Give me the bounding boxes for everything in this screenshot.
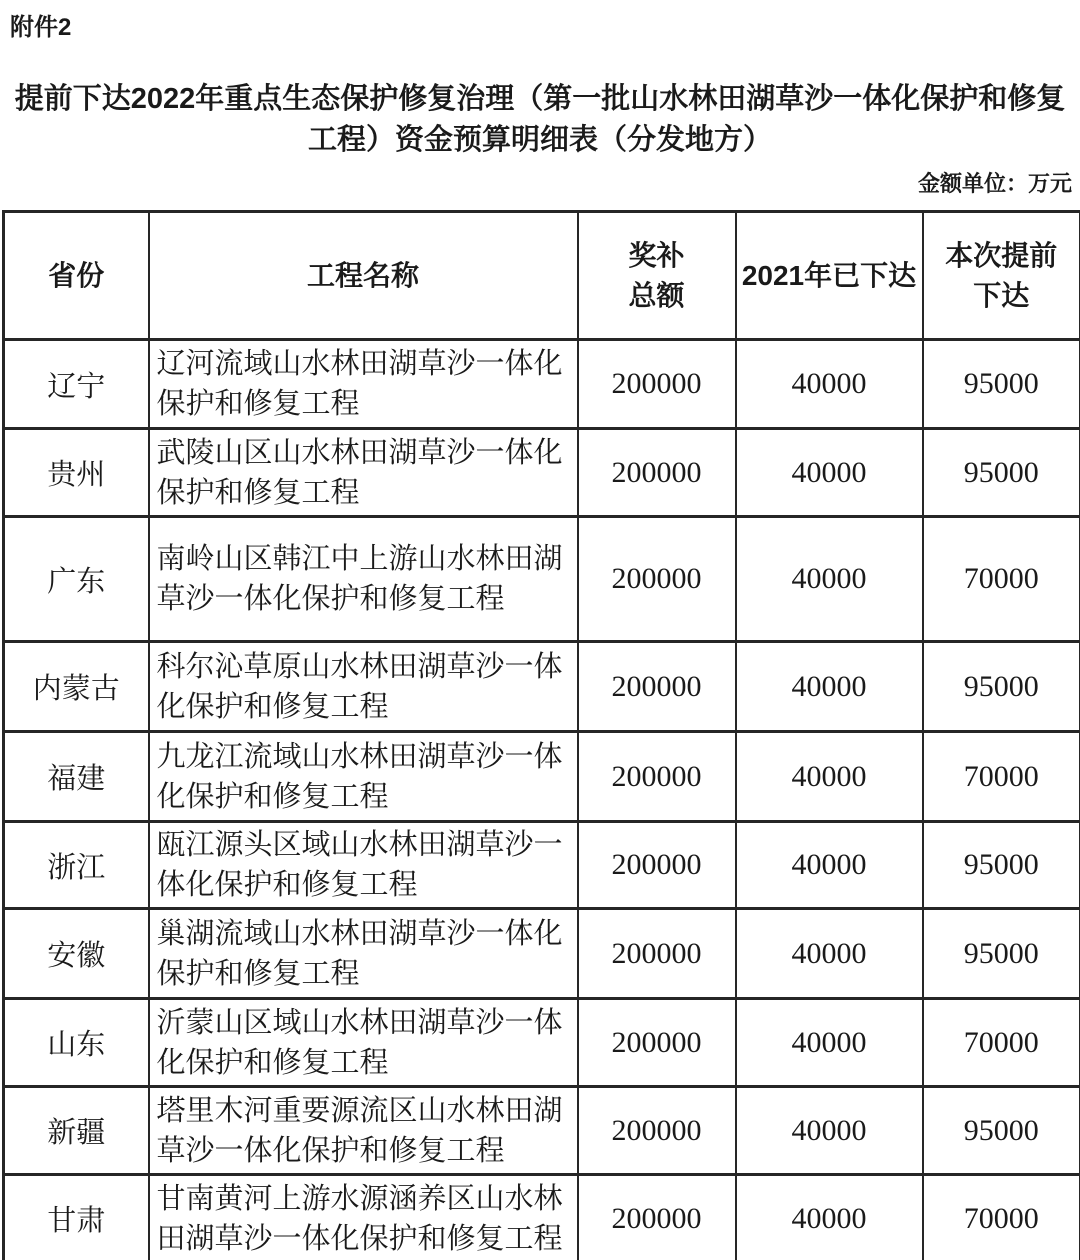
cell-advance: 70000	[923, 517, 1080, 642]
cell-total: 200000	[578, 517, 736, 642]
cell-project: 塔里木河重要源流区山水林田湖草沙一体化保护和修复工程	[149, 1087, 578, 1175]
cell-issued-2021: 40000	[736, 732, 923, 822]
cell-province: 甘肃	[4, 1175, 149, 1260]
cell-advance: 95000	[923, 642, 1080, 732]
table-row	[4, 999, 1080, 1087]
cell-advance: 70000	[923, 732, 1080, 822]
cell-total: 200000	[578, 1087, 736, 1175]
table-row	[4, 909, 1080, 999]
cell-issued-2021: 40000	[736, 822, 923, 909]
table-row	[4, 517, 1080, 642]
cell-project: 辽河流域山水林田湖草沙一体化保护和修复工程	[149, 340, 578, 429]
cell-total: 200000	[578, 642, 736, 732]
cell-province: 福建	[4, 732, 149, 822]
cell-province: 安徽	[4, 909, 149, 999]
cell-province: 广东	[4, 517, 149, 642]
cell-province: 山东	[4, 999, 149, 1087]
cell-project: 九龙江流域山水林田湖草沙一体化保护和修复工程	[149, 732, 578, 822]
col-header-total-label: 奖补总额	[628, 239, 685, 311]
cell-issued-2021: 40000	[736, 340, 923, 429]
cell-issued-2021: 40000	[736, 429, 923, 517]
col-header-issued-2021: 2021年已下达	[736, 212, 923, 340]
cell-total: 200000	[578, 732, 736, 822]
cell-advance: 95000	[923, 429, 1080, 517]
table-row	[4, 340, 1080, 429]
cell-province: 浙江	[4, 822, 149, 909]
table-row	[4, 1175, 1080, 1260]
col-header-advance-label: 本次提前下达	[945, 239, 1058, 311]
cell-project: 科尔沁草原山水林田湖草沙一体化保护和修复工程	[149, 642, 578, 732]
col-header-project: 工程名称	[149, 212, 578, 340]
cell-province: 新疆	[4, 1087, 149, 1175]
cell-province: 内蒙古	[4, 642, 149, 732]
col-header-advance	[923, 212, 1080, 340]
page-title: 提前下达2022年重点生态保护修复治理（第一批山水林田湖草沙一体化保护和修复工程）资金预算明细表（分发地方）	[14, 83, 1066, 157]
unit-note: 金额单位：万元	[917, 171, 1072, 196]
table-row	[4, 429, 1080, 517]
cell-issued-2021: 40000	[736, 999, 923, 1087]
cell-project: 甘南黄河上游水源涵养区山水林田湖草沙一体化保护和修复工程	[149, 1175, 578, 1260]
table-row	[4, 822, 1080, 909]
cell-total: 200000	[578, 909, 736, 999]
budget-table	[2, 210, 1080, 1260]
cell-project: 瓯江源头区域山水林田湖草沙一体化保护和修复工程	[149, 822, 578, 909]
cell-advance: 95000	[923, 909, 1080, 999]
cell-issued-2021: 40000	[736, 517, 923, 642]
table-row	[4, 1087, 1080, 1175]
cell-advance: 70000	[923, 1175, 1080, 1260]
attachment-label: 附件2	[10, 14, 72, 41]
cell-project: 沂蒙山区域山水林田湖草沙一体化保护和修复工程	[149, 999, 578, 1087]
cell-advance: 70000	[923, 999, 1080, 1087]
col-header-total	[578, 212, 736, 340]
cell-advance: 95000	[923, 1087, 1080, 1175]
cell-issued-2021: 40000	[736, 1175, 923, 1260]
cell-total: 200000	[578, 340, 736, 429]
col-header-province: 省份	[4, 212, 149, 340]
cell-province: 辽宁	[4, 340, 149, 429]
cell-project: 南岭山区韩江中上游山水林田湖草沙一体化保护和修复工程	[149, 517, 578, 642]
cell-total: 200000	[578, 999, 736, 1087]
cell-project: 武陵山区山水林田湖草沙一体化保护和修复工程	[149, 429, 578, 517]
table-row	[4, 642, 1080, 732]
table-header-row	[4, 212, 1080, 340]
cell-advance: 95000	[923, 340, 1080, 429]
cell-total: 200000	[578, 1175, 736, 1260]
cell-issued-2021: 40000	[736, 909, 923, 999]
cell-province: 贵州	[4, 429, 149, 517]
cell-issued-2021: 40000	[736, 1087, 923, 1175]
cell-total: 200000	[578, 822, 736, 909]
cell-issued-2021: 40000	[736, 642, 923, 732]
cell-total: 200000	[578, 429, 736, 517]
cell-advance: 95000	[923, 822, 1080, 909]
table-row	[4, 732, 1080, 822]
cell-project: 巢湖流域山水林田湖草沙一体化保护和修复工程	[149, 909, 578, 999]
